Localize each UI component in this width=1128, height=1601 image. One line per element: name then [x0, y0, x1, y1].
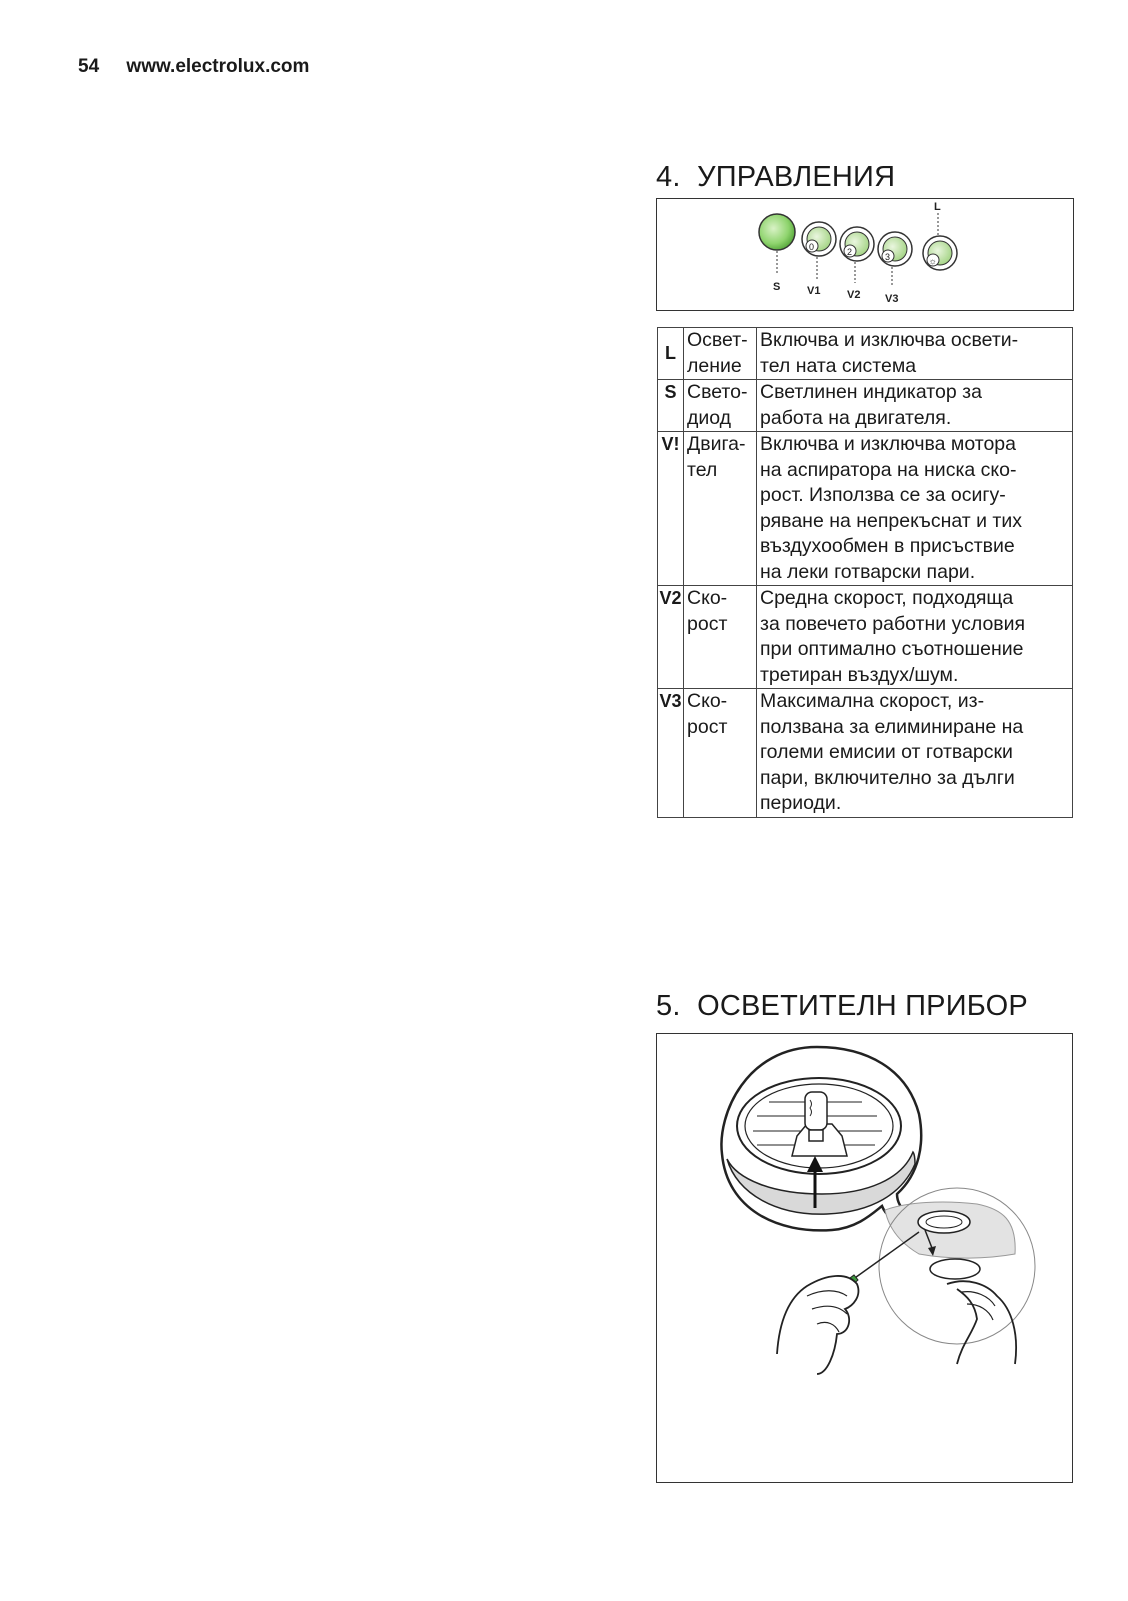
lamp-replacement-illustration — [656, 1033, 1073, 1483]
led-indicator-icon — [759, 214, 795, 250]
label-s: S — [773, 281, 781, 293]
section-heading: ОСВЕТИТЕЛН ПРИБОР — [697, 990, 1028, 1022]
control-name: Свето- диод — [684, 380, 757, 432]
control-description: Включва и изключва освети- тел ната система — [757, 328, 1073, 380]
button-light-icon — [923, 236, 957, 270]
section-title-lighting — [656, 990, 1028, 1023]
controls-illustration — [656, 198, 1074, 311]
control-name: Ско- рост — [684, 586, 757, 689]
svg-text:☼: ☼ — [928, 256, 937, 266]
page-header — [78, 56, 309, 78]
table-row — [658, 380, 1073, 432]
magnified-lamp-icon — [721, 1047, 942, 1230]
button-v3-icon — [878, 232, 912, 266]
page-number: 54 — [78, 56, 100, 77]
label-v2: V2 — [847, 289, 861, 301]
control-code: L — [658, 328, 684, 380]
control-name: Ско- рост — [684, 689, 757, 818]
control-panel-drawing — [657, 199, 1072, 309]
control-description: Включва и изключва мотора на аспиратора на ниска ско- рост. Използва се за осигу- ряване на непрекъснат и тих въздухообмен в присъствие на леки готварски пари. — [757, 432, 1073, 586]
label-v1: V1 — [807, 285, 821, 297]
section-number: 4. — [656, 161, 681, 193]
button-v2-icon — [840, 227, 874, 261]
svg-text:3: 3 — [885, 252, 891, 262]
control-code: V2 — [658, 586, 684, 689]
section-title-controls — [656, 161, 895, 194]
table-row — [658, 689, 1073, 818]
section-number: 5. — [656, 990, 681, 1022]
table-row — [658, 586, 1073, 689]
control-code: V3 — [658, 689, 684, 818]
control-description: Максимална скорост, из- ползвана за елиминиране на големи емисии от готварски пари, включително за дълги периоди. — [757, 689, 1073, 818]
svg-text:2: 2 — [847, 247, 853, 257]
label-l: L — [934, 201, 941, 213]
control-code: V! — [658, 432, 684, 586]
controls-table — [657, 327, 1073, 818]
svg-text:0: 0 — [809, 242, 815, 252]
label-v3: V3 — [885, 293, 899, 305]
control-code: S — [658, 380, 684, 432]
control-description: Средна скорост, подходяща за повечето работни условия при оптимално съотношение третиран въздух/шум. — [757, 586, 1073, 689]
website: www.electrolux.com — [126, 56, 310, 77]
button-v1-icon — [802, 222, 836, 256]
table-row — [658, 432, 1073, 586]
section-heading: УПРАВЛЕНИЯ — [697, 161, 896, 193]
control-description: Светлинен индикатор за работа на двигателя. — [757, 380, 1073, 432]
table-row — [658, 328, 1073, 380]
control-name: Двига- тел — [684, 432, 757, 586]
lamp-replacement-drawing — [657, 1034, 1071, 1481]
control-name: Освет- ление — [684, 328, 757, 380]
